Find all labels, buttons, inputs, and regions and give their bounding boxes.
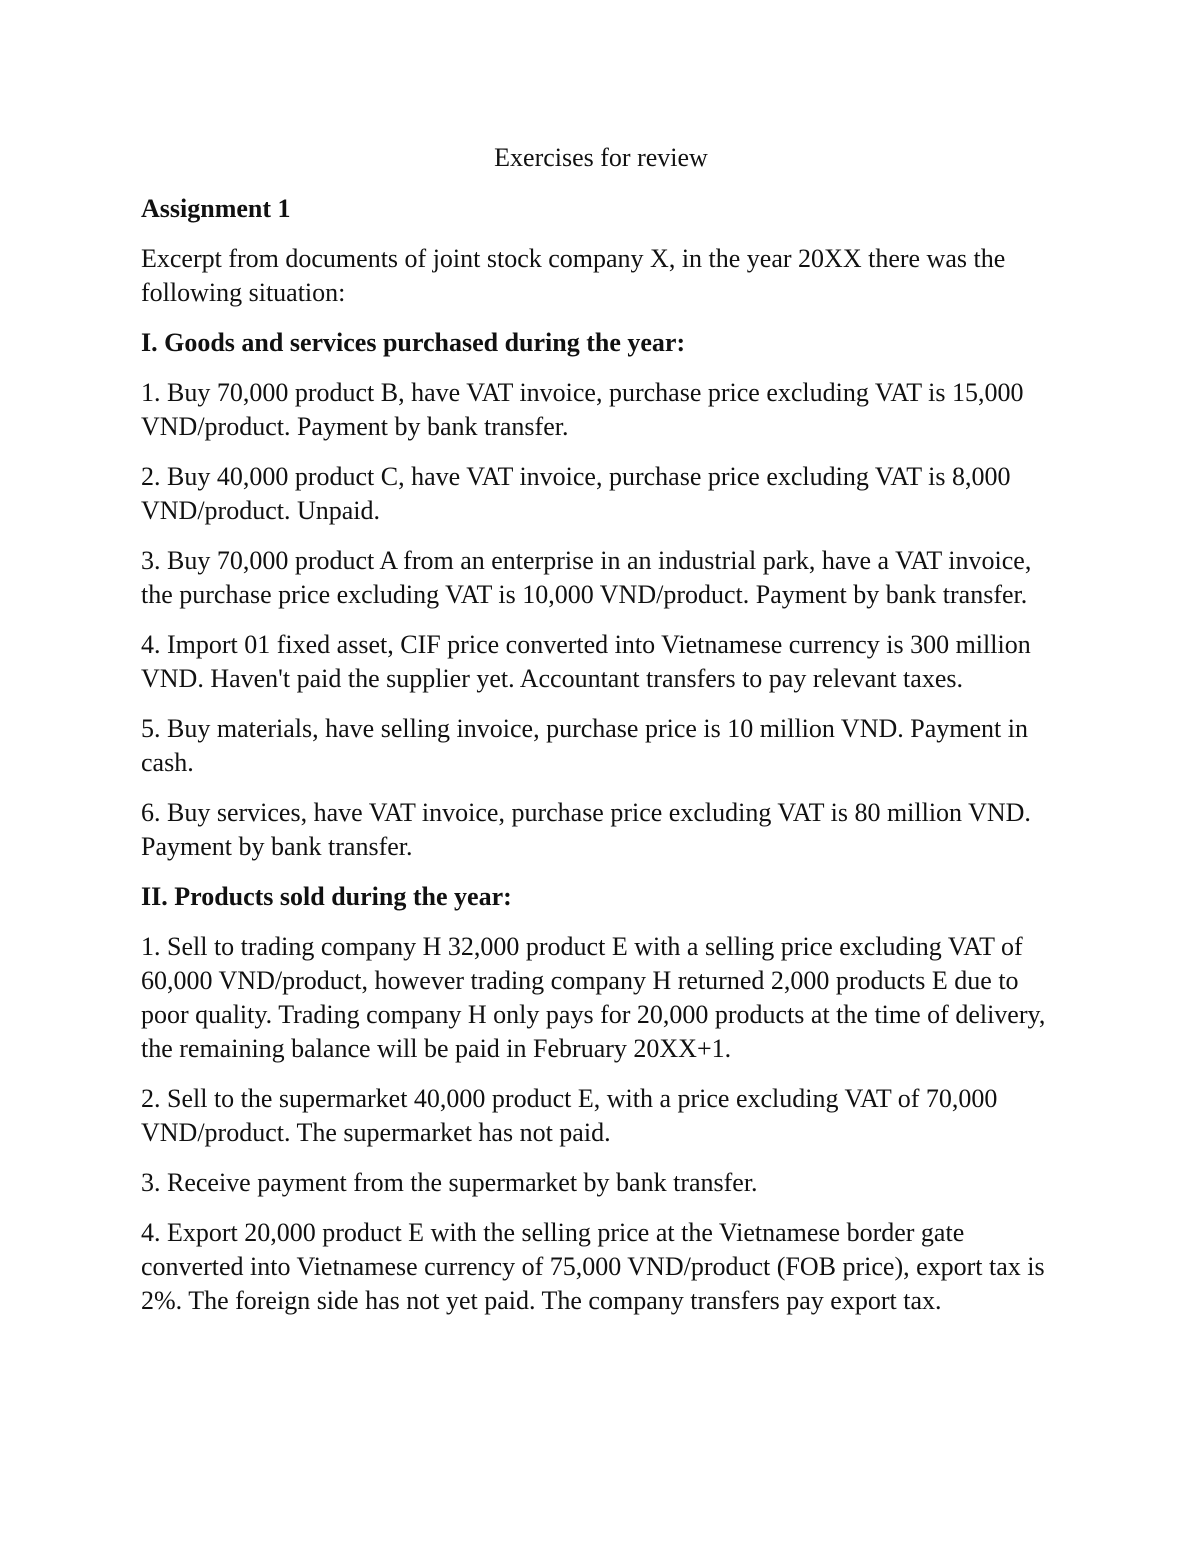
assignment-heading: Assignment 1 (141, 194, 291, 223)
list-item: 6. Buy services, have VAT invoice, purchase price excluding VAT is 80 million VND. Payment by bank transfer. (141, 798, 1031, 861)
document-title: Exercises for review (494, 143, 708, 172)
list-item: 4. Export 20,000 product E with the selling price at the Vietnamese border gate converted into Vietnamese currency of 75,000 VND/product (FOB price), export tax is 2%. The foreign side has not yet paid. The company transfers pay export tax. (141, 1218, 1045, 1315)
list-item: 5. Buy materials, have selling invoice, purchase price is 10 million VND. Payment in cash. (141, 714, 1028, 777)
list-item: 3. Receive payment from the supermarket by bank transfer. (141, 1168, 758, 1197)
intro-paragraph: Excerpt from documents of joint stock company X, in the year 20XX there was the following situation: (141, 244, 1006, 307)
list-item: 2. Buy 40,000 product C, have VAT invoice, purchase price excluding VAT is 8,000 VND/product. Unpaid. (141, 462, 1011, 525)
section-purchases (141, 326, 1061, 864)
list-item: 1. Sell to trading company H 32,000 product E with a selling price excluding VAT of 60,000 VND/product, however trading company H returned 2,000 products E due to poor quality. Trading company H only pays for 20,000 products at the time of delivery, the remaining balance will be paid in February 20XX+1. (141, 932, 1046, 1063)
section-heading: II. Products sold during the year: (141, 882, 512, 911)
section-heading: I. Goods and services purchased during the year: (141, 328, 686, 357)
section-sales (141, 880, 1061, 1318)
list-item: 4. Import 01 fixed asset, CIF price converted into Vietnamese currency is 300 million VND. Haven't paid the supplier yet. Accountant transfers to pay relevant taxes. (141, 630, 1031, 693)
list-item: 2. Sell to the supermarket 40,000 product E, with a price excluding VAT of 70,000 VND/product. The supermarket has not paid. (141, 1084, 998, 1147)
document-body (141, 141, 1061, 1334)
list-item: 3. Buy 70,000 product A from an enterprise in an industrial park, have a VAT invoice, the purchase price excluding VAT is 10,000 VND/product. Payment by bank transfer. (141, 546, 1032, 609)
list-item: 1. Buy 70,000 product B, have VAT invoice, purchase price excluding VAT is 15,000 VND/product. Payment by bank transfer. (141, 378, 1024, 441)
